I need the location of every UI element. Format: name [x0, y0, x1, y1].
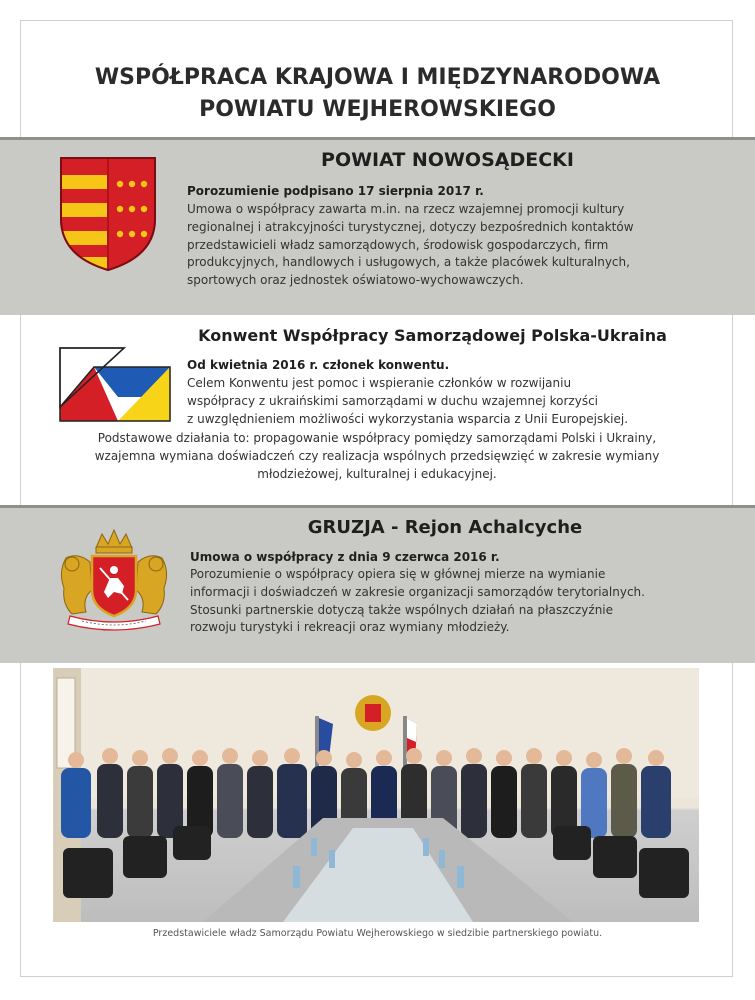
section-body-nowosadecki — [187, 201, 707, 290]
section-lead-gruzja: Umowa o współpracy z dnia 9 czerwca 2016 r. — [190, 550, 500, 564]
body-line: Podstawowe działania to: propagowanie współpracy pomiędzy samorządami Polski i Ukrainy, — [97, 431, 657, 445]
body-line: Celem Konwentu jest pomoc i wspieranie członków w rozwijaniu — [187, 376, 572, 390]
photo-caption: Przedstawiciele władz Samorządu Powiatu Wejherowskiego w siedzibie partnerskiego powiatu. — [152, 928, 603, 939]
body-line: Umowa o współpracy zawarta m.in. na rzecz wzajemnej promocji kultury — [187, 202, 625, 216]
polska-ukraina-convent-logo-icon — [58, 345, 176, 423]
section-body-konwent-wide — [52, 430, 702, 483]
body-line: współpracy z ukraińskimi samorządami w duchu wzajemnej korzyści — [187, 393, 599, 408]
section-lead-nowosadecki: Porozumienie podpisano 17 sierpnia 2017 r. — [187, 184, 484, 198]
section-body-konwent — [187, 375, 680, 428]
section-heading-konwent: Konwent Współpracy Samorządowej Polska-Ukraina — [198, 326, 667, 345]
body-line: wzajemna wymiana doświadczeń czy realizacja wspólnych przedsięwzięć w zakresie wymiany — [94, 448, 660, 463]
body-line: sportowych oraz jednostek oświatowo-wychowawczych. — [187, 273, 524, 288]
body-line: z uwzględnieniem możliwości wykorzystania wsparcia z Unii Europejskiej. — [187, 411, 629, 426]
band-top-edge — [0, 137, 755, 140]
georgia-coat-of-arms-icon — [52, 528, 176, 632]
body-line: regionalnej i atrakcyjności turystycznej, dotyczy bezpośrednich kontaktów — [187, 219, 634, 234]
body-line: młodzieżowej, kulturalnej i edukacyjnej. — [257, 466, 497, 481]
section-lead-konwent: Od kwietnia 2016 r. członek konwentu. — [187, 358, 450, 372]
group-photo-illustration — [53, 668, 699, 922]
body-line: Stosunki partnerskie dotyczą także wspólnych działań na płaszczyźnie — [190, 602, 614, 617]
page-title — [0, 62, 755, 126]
section-body-gruzja — [190, 566, 685, 637]
delegation-group-photo — [53, 668, 699, 922]
nowosadecki-coat-of-arms-icon — [60, 157, 156, 271]
band-top-edge — [0, 505, 755, 508]
section-heading-nowosadecki: POWIAT NOWOSĄDECKI — [321, 149, 574, 171]
body-line: Porozumienie o współpracy opiera się w głównej mierze na wymianie — [190, 567, 606, 581]
body-line: rozwoju turystyki i rekreacji oraz wymiany młodzieży. — [190, 620, 510, 635]
body-line: produkcyjnych, handlowych i usługowych, a także placówek kulturalnych, — [187, 255, 630, 270]
page-title-line-2: POWIATU WEJHEROWSKIEGO — [199, 97, 556, 122]
section-heading-gruzja: GRUZJA - Rejon Achalcyche — [307, 517, 583, 538]
body-line: przedstawicieli władz samorządowych, środowisk gospodarczych, firm — [187, 237, 609, 252]
body-line: informacji i doświadczeń w zakresie organizacji samorządów terytorialnych. — [190, 584, 645, 599]
page-title-line-1: WSPÓŁPRACA KRAJOWA I MIĘDZYNARODOWA — [94, 65, 661, 90]
